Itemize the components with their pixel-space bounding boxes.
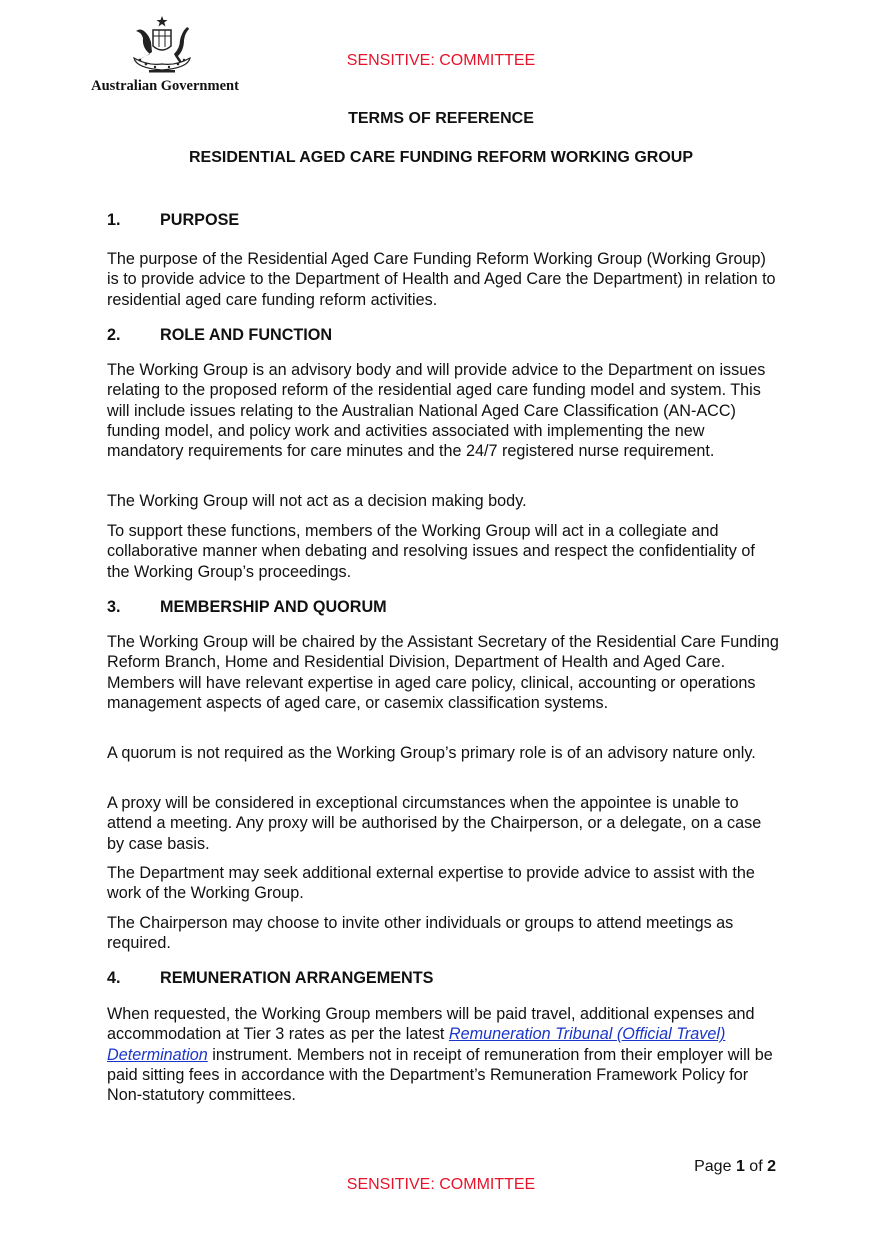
section-remuneration-arrangements [107, 968, 779, 988]
page-word: Page [694, 1158, 732, 1175]
page-current: 1 [735, 1158, 745, 1175]
section-heading [107, 597, 779, 617]
section-heading [107, 210, 779, 230]
section-title: PURPOSE [160, 211, 240, 229]
section-purpose [107, 210, 779, 230]
paragraph [107, 360, 779, 461]
paragraph [107, 913, 779, 954]
remuneration-tribunal-determination-link[interactable]: Remuneration Tribunal (Official Travel) Determination [107, 1025, 726, 1064]
paragraph-text: A proxy will be considered in exceptional circumstances when the appointee is unable to attend a meeting. Any proxy will be authorised by the Chairperson, or a delegate, on a case by case basis. [107, 794, 762, 853]
paragraph [107, 1004, 779, 1105]
paragraph-text: The Department may seek additional external expertise to provide advice to assist with the work of the Working Group. [107, 864, 755, 903]
paragraph [107, 632, 779, 713]
page-of: of [749, 1158, 763, 1175]
section-number: 4. [107, 969, 121, 987]
section-role-and-function [107, 325, 779, 345]
paragraph-text: To support these functions, members of the Working Group will act in a collegiate and collaborative manner when debating and resolving issues and respect the confidentiality of the Working Group’s proceedings. [107, 522, 755, 581]
section-heading [107, 325, 779, 345]
section-number: 3. [107, 598, 121, 616]
section-membership-and-quorum [107, 597, 779, 617]
paragraph [107, 863, 779, 904]
paragraph [107, 521, 779, 582]
paragraph-text: The Working Group is an advisory body and will provide advice to the Department on issues relating to the proposed reform of the residential aged care funding model and system. This will include issues relating to the Australian National Aged Care Classification (AN-ACC) funding model, and policy work and activities associated with implementing the new mandatory requirements for care minutes and the 24/7 registered nurse requirement. [107, 361, 766, 461]
paragraph-text: A quorum is not required as the Working Group’s primary role is of an advisory nature only. [107, 744, 756, 762]
paragraph-text-start: When requested, the Working Group members will be paid travel, additional expenses and accommodation at Tier 3 rates as per the latest [107, 1005, 755, 1044]
document-subtitle: RESIDENTIAL AGED CARE FUNDING REFORM WORKING GROUP [188, 149, 693, 166]
section-title: MEMBERSHIP AND QUORUM [160, 598, 387, 616]
classification-marking-bottom: SENSITIVE: COMMITTEE [346, 1176, 536, 1193]
paragraph-text: The Chairperson may choose to invite other individuals or groups to attend meetings as required. [107, 914, 734, 953]
paragraph [107, 793, 779, 854]
paragraph-text: The Working Group will not act as a decision making body. [107, 492, 527, 510]
paragraph-text [107, 1004, 779, 1105]
paragraph [107, 743, 779, 763]
section-title: REMUNERATION ARRANGEMENTS [160, 969, 434, 987]
paragraph-text: The purpose of the Residential Aged Care Funding Reform Working Group (Working Group) is to provide advice to the Department of Health and Aged Care the Department) in relation to residential aged care funding reform activities. [107, 250, 776, 309]
classification-marking-top: SENSITIVE: COMMITTEE [346, 52, 536, 69]
section-title: ROLE AND FUNCTION [160, 326, 333, 344]
section-heading [107, 968, 779, 988]
paragraph-text: The Working Group will be chaired by the Assistant Secretary of the Residential Care Funding Reform Branch, Home and Residential Division, Department of Health and Aged Care. Members will have relevant expertise in aged care policy, clinical, accounting or operations management aspects of aged care, or casemix classification systems. [107, 633, 779, 712]
section-number: 2. [107, 326, 121, 344]
paragraph [107, 249, 779, 310]
page-number [694, 1158, 776, 1176]
paragraph-text-end: instrument. Members not in receipt of remuneration from their employer will be paid sitting fees in accordance with the Department’s Remuneration Framework Policy for Non-statutory committees. [107, 1045, 773, 1105]
paragraph [107, 491, 779, 511]
logo-text: Australian Government [91, 78, 239, 94]
section-number: 1. [107, 211, 121, 229]
page-total: 2 [767, 1158, 776, 1175]
document-title: TERMS OF REFERENCE [348, 110, 534, 127]
